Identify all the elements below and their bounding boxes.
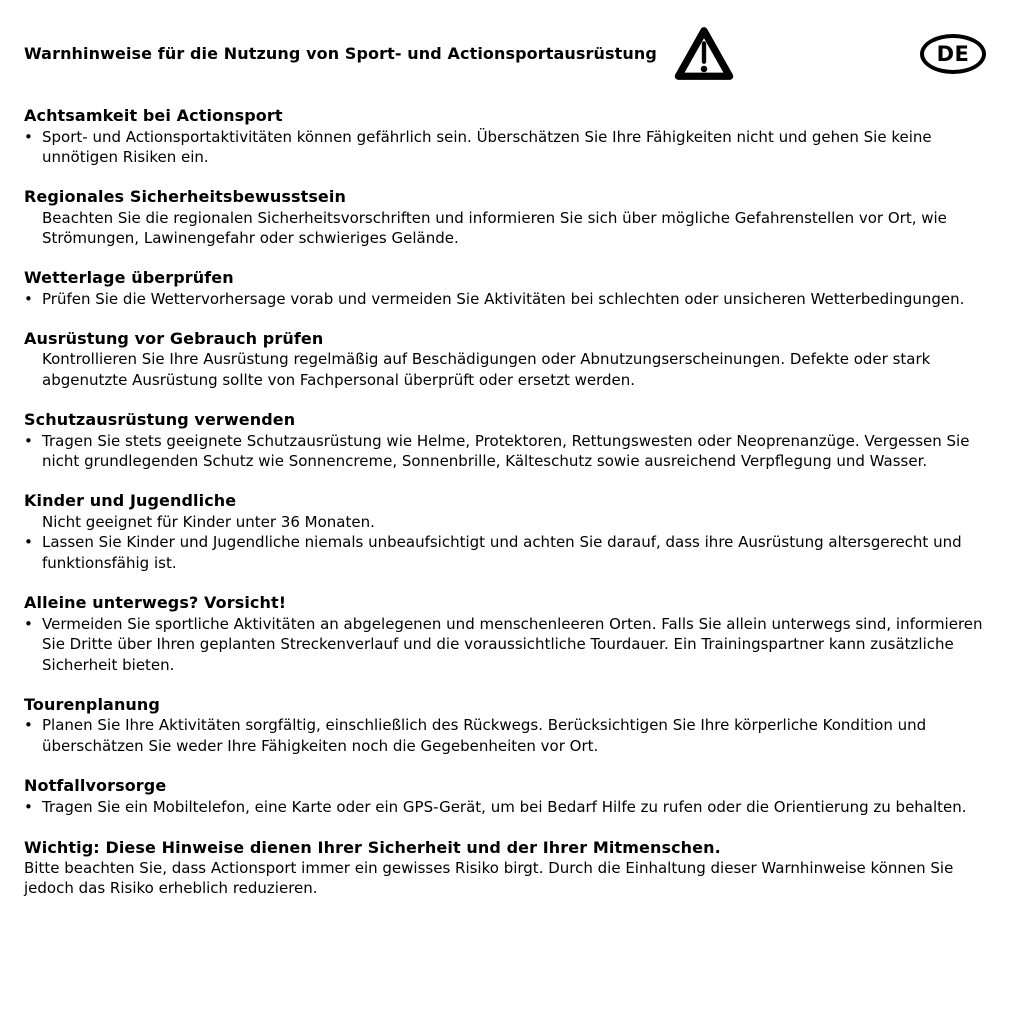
list-item xyxy=(24,289,1006,310)
warning-triangle-icon xyxy=(673,25,735,83)
section-items xyxy=(24,349,1006,390)
section-items xyxy=(24,208,1006,249)
footer-heading: Wichtig: Diese Hinweise dienen Ihrer Sicherheit und der Ihrer Mitmenschen. xyxy=(24,837,721,857)
warning-section xyxy=(24,410,1006,472)
list-item xyxy=(24,349,1006,390)
footer-text: Bitte beachten Sie, dass Actionsport immer ein gewisses Risiko birgt. Durch die Einhaltung dieser Warnhinweise können Sie jedoch das Risiko erheblich reduzieren. xyxy=(24,858,954,898)
warning-section xyxy=(24,776,1006,817)
warning-section xyxy=(24,593,1006,675)
language-badge xyxy=(920,34,986,74)
bullet-marker xyxy=(24,349,42,390)
item-text: Vermeiden Sie sportliche Aktivitäten an abgelegenen und menschenleeren Orten. Falls Sie allein unterwegs sind, informieren Sie Dritte über Ihren geplanten Streckenverlauf und die voraussichtliche Tourdauer. Ein Trainingspartner kann zusätzliche Sicherheit bieten. xyxy=(42,614,983,674)
language-badge-label: DE xyxy=(936,41,970,66)
warning-section xyxy=(24,268,1006,309)
bullet-marker: • xyxy=(24,797,33,816)
list-item xyxy=(24,614,1006,676)
list-item xyxy=(24,512,1006,533)
warning-section xyxy=(24,491,1006,573)
list-item xyxy=(24,431,1006,472)
item-text: Sport- und Actionsportaktivitäten können gefährlich sein. Überschätzen Sie Ihre Fähigkeiten nicht und gehen Sie keine unnötigen Risiken ein. xyxy=(42,127,932,167)
section-items xyxy=(24,797,1006,818)
section-items xyxy=(24,715,1006,756)
item-text: Tragen Sie ein Mobiltelefon, eine Karte oder ein GPS-Gerät, um bei Bedarf Hilfe zu rufen oder die Orientierung zu behalten. xyxy=(42,797,967,816)
item-text: Lassen Sie Kinder und Jugendliche niemals unbeaufsichtigt und achten Sie darauf, dass ihre Ausrüstung altersgerecht und funktionsfähig ist. xyxy=(42,533,962,573)
bullet-marker: • xyxy=(24,716,33,735)
bullet-marker: • xyxy=(24,289,33,308)
section-heading: Schutzausrüstung verwenden xyxy=(24,410,296,430)
section-items xyxy=(24,614,1006,676)
document-footer xyxy=(24,837,1006,899)
warning-section xyxy=(24,695,1006,757)
section-items xyxy=(24,289,1006,310)
item-text: Beachten Sie die regionalen Sicherheitsvorschriften und informieren Sie sich über mögliche Gefahrenstellen vor Ort, wie Strömungen, Lawinengefahr oder schwieriges Gelände. xyxy=(42,208,947,248)
list-item xyxy=(24,532,1006,573)
item-text: Tragen Sie stets geeignete Schutzausrüstung wie Helme, Protektoren, Rettungswesten oder Neoprenanzüge. Vergessen Sie nicht grundlegenden Schutz wie Sonnencreme, Sonnenbrille, Kälteschutz sowie ausreichend Verpflegung und Wasser. xyxy=(42,431,970,471)
item-text: Planen Sie Ihre Aktivitäten sorgfältig, einschließlich des Rückwegs. Berücksichtigen Sie Ihre körperliche Kondition und überschätzen Sie weder Ihre Fähigkeiten noch die Gegebenheiten vor Ort. xyxy=(42,716,927,755)
sections-container xyxy=(24,106,1006,817)
list-item xyxy=(24,715,1006,756)
bullet-marker: • xyxy=(24,431,33,450)
section-heading: Tourenplanung xyxy=(24,694,160,714)
warning-section xyxy=(24,187,1006,249)
section-heading: Notfallvorsorge xyxy=(24,776,167,796)
bullet-marker xyxy=(24,208,42,249)
section-heading: Kinder und Jugendliche xyxy=(24,491,237,511)
list-item xyxy=(24,127,1006,168)
section-heading: Achtsamkeit bei Actionsport xyxy=(24,106,283,125)
bullet-marker: • xyxy=(24,533,33,552)
item-text: Nicht geeignet für Kinder unter 36 Monaten. xyxy=(42,512,375,531)
section-heading: Alleine unterwegs? Vorsicht! xyxy=(24,593,287,613)
section-heading: Regionales Sicherheitsbewusstsein xyxy=(24,187,346,207)
section-items xyxy=(24,431,1006,472)
warning-section xyxy=(24,329,1006,391)
bullet-marker: • xyxy=(24,614,33,633)
warning-section xyxy=(24,106,1006,168)
section-heading: Ausrüstung vor Gebrauch prüfen xyxy=(24,328,324,348)
list-item xyxy=(24,208,1006,249)
list-item xyxy=(24,797,1006,818)
bullet-marker: • xyxy=(24,127,33,146)
section-heading: Wetterlage überprüfen xyxy=(24,268,234,288)
bullet-marker xyxy=(24,512,42,533)
document-header xyxy=(24,25,1006,83)
item-text: Kontrollieren Sie Ihre Ausrüstung regelmäßig auf Beschädigungen oder Abnutzungserscheinungen. Defekte oder stark abgenutzte Ausrüstung sollte von Fachpersonal überprüft oder ersetzt werden. xyxy=(42,350,931,390)
item-text: Prüfen Sie die Wettervorhersage vorab und vermeiden Sie Aktivitäten bei schlechten oder unsicheren Wetterbedingungen. xyxy=(42,289,965,308)
section-items xyxy=(24,127,1006,168)
section-items xyxy=(24,512,1006,574)
page-title: Warnhinweise für die Nutzung von Sport- und Actionsportausrüstung xyxy=(24,44,657,63)
